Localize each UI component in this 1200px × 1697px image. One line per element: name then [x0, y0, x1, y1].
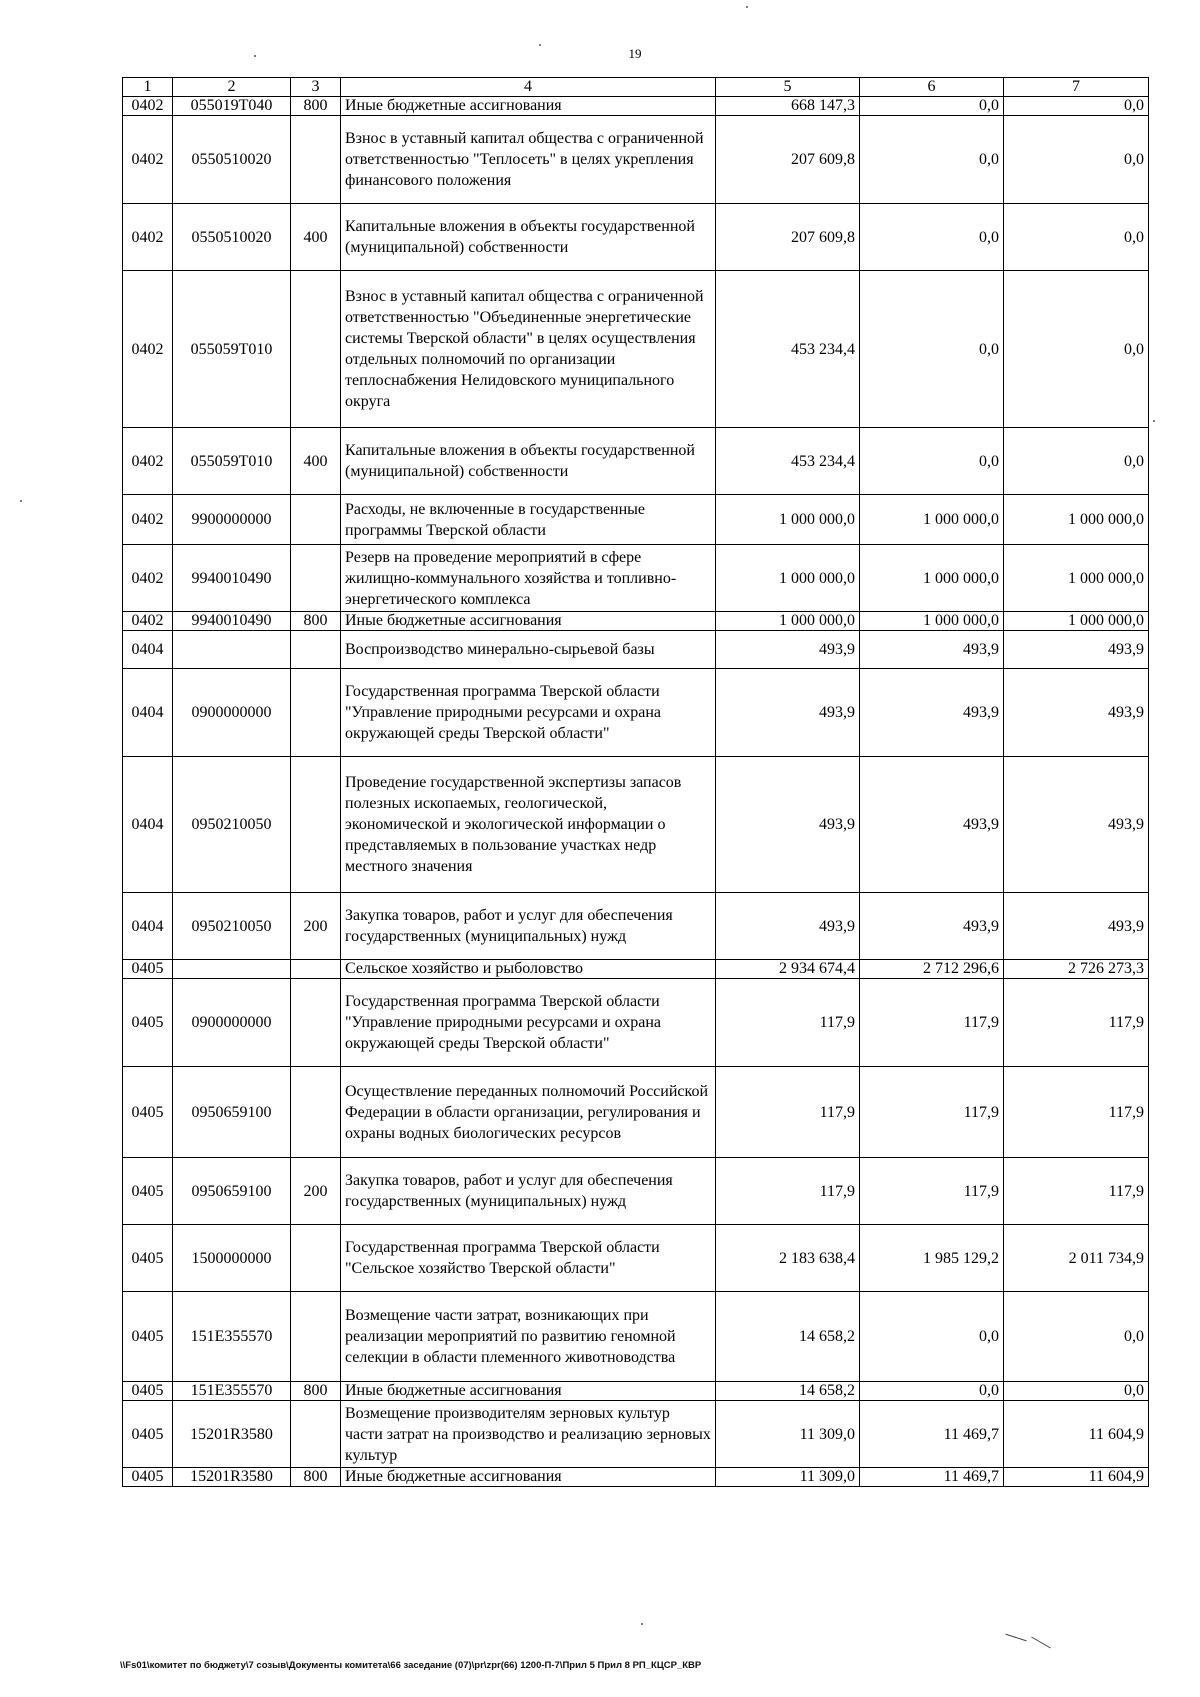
section-code-cell: 0404: [123, 757, 173, 893]
item-name-cell: Резерв на проведение мероприятий в сфере жилищно-коммунального хозяйства и топливно-энергетического комплекса: [341, 545, 716, 612]
amount-col6-cell: 0,0: [860, 1382, 1004, 1401]
target-article-cell: 0550510020: [173, 116, 291, 204]
amount-col6-cell: 0,0: [860, 428, 1004, 495]
column-header: 4: [341, 78, 716, 97]
scan-speck: [20, 500, 22, 502]
item-name-cell: Иные бюджетные ассигнования: [341, 1382, 716, 1401]
scan-speck: [254, 55, 256, 57]
amount-col7-cell: 0,0: [1004, 1382, 1149, 1401]
expense-type-cell: [291, 979, 341, 1067]
target-article-cell: 055059T010: [173, 271, 291, 428]
amount-col5-cell: 493,9: [716, 669, 860, 757]
target-article-cell: 15201R3580: [173, 1401, 291, 1468]
section-code-cell: 0402: [123, 428, 173, 495]
column-header: 5: [716, 78, 860, 97]
item-name-cell: Сельское хозяйство и рыболовство: [341, 960, 716, 979]
section-code-cell: 0405: [123, 1225, 173, 1292]
item-name-cell: Возмещение производителям зерновых культур части затрат на производство и реализацию зерновых культур: [341, 1401, 716, 1468]
item-name-cell: Иные бюджетные ассигнования: [341, 612, 716, 631]
target-article-cell: [173, 631, 291, 669]
amount-col6-cell: 0,0: [860, 116, 1004, 204]
amount-col6-cell: 493,9: [860, 893, 1004, 960]
item-name-cell: Закупка товаров, работ и услуг для обеспечения государственных (муниципальных) нужд: [341, 893, 716, 960]
scan-speck: [1153, 420, 1155, 422]
section-code-cell: 0404: [123, 893, 173, 960]
expense-type-cell: 800: [291, 1468, 341, 1487]
table-row: [123, 271, 1149, 428]
item-name-cell: Возмещение части затрат, возникающих при реализации мероприятий по развитию геномной селекции в области племенного животноводства: [341, 1292, 716, 1382]
table-row: [123, 1067, 1149, 1158]
section-code-cell: 0405: [123, 1401, 173, 1468]
amount-col6-cell: 0,0: [860, 271, 1004, 428]
target-article-cell: 151E355570: [173, 1382, 291, 1401]
table-row: [123, 97, 1149, 116]
amount-col5-cell: 14 658,2: [716, 1382, 860, 1401]
amount-col7-cell: 493,9: [1004, 893, 1149, 960]
table-body: [123, 97, 1149, 1487]
amount-col5-cell: 11 309,0: [716, 1468, 860, 1487]
amount-col5-cell: 453 234,4: [716, 428, 860, 495]
expense-type-cell: [291, 757, 341, 893]
amount-col5-cell: 2 934 674,4: [716, 960, 860, 979]
target-article-cell: 0950210050: [173, 893, 291, 960]
expense-type-cell: 800: [291, 612, 341, 631]
expense-type-cell: 800: [291, 1382, 341, 1401]
section-code-cell: 0402: [123, 97, 173, 116]
amount-col7-cell: 493,9: [1004, 669, 1149, 757]
section-code-cell: 0402: [123, 271, 173, 428]
target-article-cell: 0950210050: [173, 757, 291, 893]
table-row: [123, 204, 1149, 271]
expense-type-cell: [291, 1292, 341, 1382]
item-name-cell: Иные бюджетные ассигнования: [341, 97, 716, 116]
item-name-cell: Иные бюджетные ассигнования: [341, 1468, 716, 1487]
section-code-cell: 0405: [123, 979, 173, 1067]
expense-type-cell: [291, 545, 341, 612]
table-row: [123, 116, 1149, 204]
amount-col5-cell: 1 000 000,0: [716, 495, 860, 545]
item-name-cell: Взнос в уставный капитал общества с ограниченной ответственностью "Теплосеть" в целях укрепления финансового положения: [341, 116, 716, 204]
amount-col6-cell: 2 712 296,6: [860, 960, 1004, 979]
amount-col6-cell: 0,0: [860, 1292, 1004, 1382]
expense-type-cell: [291, 1401, 341, 1468]
expense-type-cell: [291, 1067, 341, 1158]
item-name-cell: Государственная программа Тверской области "Управление природными ресурсами и охрана окружающей среды Тверской области": [341, 669, 716, 757]
amount-col5-cell: 207 609,8: [716, 204, 860, 271]
table-row: [123, 757, 1149, 893]
target-article-cell: 9940010490: [173, 612, 291, 631]
scan-speck: [746, 6, 748, 8]
column-header: 2: [173, 78, 291, 97]
amount-col5-cell: 14 658,2: [716, 1292, 860, 1382]
amount-col5-cell: 117,9: [716, 1067, 860, 1158]
target-article-cell: 9940010490: [173, 545, 291, 612]
expense-type-cell: [291, 960, 341, 979]
table-row: [123, 631, 1149, 669]
expense-type-cell: [291, 271, 341, 428]
expense-type-cell: 200: [291, 1158, 341, 1225]
amount-col7-cell: 0,0: [1004, 97, 1149, 116]
amount-col7-cell: 493,9: [1004, 631, 1149, 669]
amount-col5-cell: 1 000 000,0: [716, 545, 860, 612]
section-code-cell: 0404: [123, 669, 173, 757]
item-name-cell: Взнос в уставный капитал общества с ограниченной ответственностью "Объединенные энергетические системы Тверской области" в целях осуществления отдельных полномочий по организации теплоснабжения Нелидовского муниципального округа: [341, 271, 716, 428]
amount-col5-cell: 493,9: [716, 631, 860, 669]
section-code-cell: 0402: [123, 204, 173, 271]
amount-col7-cell: 493,9: [1004, 757, 1149, 893]
item-name-cell: Проведение государственной экспертизы запасов полезных ископаемых, геологической, экономической и экологической информации о представляемых в пользование участках недр местного значения: [341, 757, 716, 893]
target-article-cell: 0550510020: [173, 204, 291, 271]
target-article-cell: 1500000000: [173, 1225, 291, 1292]
amount-col6-cell: 1 000 000,0: [860, 612, 1004, 631]
section-code-cell: 0404: [123, 631, 173, 669]
item-name-cell: Воспроизводство минерально-сырьевой базы: [341, 631, 716, 669]
amount-col7-cell: 0,0: [1004, 428, 1149, 495]
table-row: [123, 960, 1149, 979]
table-row: [123, 545, 1149, 612]
item-name-cell: Капитальные вложения в объекты государственной (муниципальной) собственности: [341, 428, 716, 495]
table-row: [123, 1468, 1149, 1487]
table-row: [123, 979, 1149, 1067]
amount-col5-cell: 207 609,8: [716, 116, 860, 204]
target-article-cell: 0900000000: [173, 669, 291, 757]
amount-col6-cell: 0,0: [860, 97, 1004, 116]
amount-col6-cell: 117,9: [860, 1067, 1004, 1158]
target-article-cell: 0900000000: [173, 979, 291, 1067]
amount-col7-cell: 0,0: [1004, 204, 1149, 271]
target-article-cell: 055059T010: [173, 428, 291, 495]
item-name-cell: Капитальные вложения в объекты государственной (муниципальной) собственности: [341, 204, 716, 271]
amount-col6-cell: 1 000 000,0: [860, 545, 1004, 612]
amount-col6-cell: 493,9: [860, 669, 1004, 757]
amount-col5-cell: 11 309,0: [716, 1401, 860, 1468]
section-code-cell: 0402: [123, 545, 173, 612]
amount-col5-cell: 117,9: [716, 979, 860, 1067]
table-row: [123, 669, 1149, 757]
expense-type-cell: [291, 495, 341, 545]
section-code-cell: 0402: [123, 612, 173, 631]
amount-col7-cell: 11 604,9: [1004, 1468, 1149, 1487]
amount-col5-cell: 668 147,3: [716, 97, 860, 116]
target-article-cell: 0950659100: [173, 1158, 291, 1225]
amount-col6-cell: 1 985 129,2: [860, 1225, 1004, 1292]
table-row: [123, 893, 1149, 960]
column-header: 7: [1004, 78, 1149, 97]
item-name-cell: Государственная программа Тверской области "Управление природными ресурсами и охрана окружающей среды Тверской области": [341, 979, 716, 1067]
table-row: [123, 428, 1149, 495]
scan-mark: [1005, 1634, 1026, 1642]
amount-col6-cell: 493,9: [860, 631, 1004, 669]
target-article-cell: 9900000000: [173, 495, 291, 545]
section-code-cell: 0405: [123, 1292, 173, 1382]
expense-type-cell: 400: [291, 428, 341, 495]
table-row: [123, 1225, 1149, 1292]
column-header: 6: [860, 78, 1004, 97]
column-header: 1: [123, 78, 173, 97]
expense-type-cell: [291, 1225, 341, 1292]
amount-col6-cell: 117,9: [860, 1158, 1004, 1225]
table-row: [123, 1401, 1149, 1468]
item-name-cell: Расходы, не включенные в государственные программы Тверской области: [341, 495, 716, 545]
amount-col7-cell: 1 000 000,0: [1004, 612, 1149, 631]
amount-col5-cell: 493,9: [716, 757, 860, 893]
amount-col7-cell: 117,9: [1004, 1067, 1149, 1158]
expense-type-cell: 800: [291, 97, 341, 116]
table-row: [123, 1292, 1149, 1382]
amount-col6-cell: 117,9: [860, 979, 1004, 1067]
amount-col6-cell: 11 469,7: [860, 1468, 1004, 1487]
column-header: 3: [291, 78, 341, 97]
footer-file-path: \\Fs01\комитет по бюджету\7 созыв\Документы комитета\66 заседание (07)\pr\zpr(66) 1200-П-7\Прил 5 Прил 8 РП_КЦСР_КВР: [120, 1660, 702, 1671]
expense-type-cell: [291, 669, 341, 757]
amount-col7-cell: 2 011 734,9: [1004, 1225, 1149, 1292]
amount-col5-cell: 1 000 000,0: [716, 612, 860, 631]
amount-col7-cell: 117,9: [1004, 979, 1149, 1067]
target-article-cell: 0950659100: [173, 1067, 291, 1158]
amount-col5-cell: 453 234,4: [716, 271, 860, 428]
section-code-cell: 0405: [123, 960, 173, 979]
table-row: [123, 1382, 1149, 1401]
column-number-row: [123, 78, 1149, 97]
amount-col7-cell: 0,0: [1004, 1292, 1149, 1382]
amount-col7-cell: 117,9: [1004, 1158, 1149, 1225]
amount-col5-cell: 2 183 638,4: [716, 1225, 860, 1292]
expense-type-cell: [291, 631, 341, 669]
page-number: 19: [628, 46, 642, 61]
target-article-cell: 151E355570: [173, 1292, 291, 1382]
amount-col7-cell: 1 000 000,0: [1004, 545, 1149, 612]
amount-col5-cell: 117,9: [716, 1158, 860, 1225]
item-name-cell: Государственная программа Тверской области "Сельское хозяйство Тверской области": [341, 1225, 716, 1292]
expense-type-cell: [291, 116, 341, 204]
amount-col5-cell: 493,9: [716, 893, 860, 960]
target-article-cell: [173, 960, 291, 979]
section-code-cell: 0405: [123, 1158, 173, 1225]
scan-speck: [641, 1623, 643, 1625]
section-code-cell: 0402: [123, 116, 173, 204]
item-name-cell: Закупка товаров, работ и услуг для обеспечения государственных (муниципальных) нужд: [341, 1158, 716, 1225]
section-code-cell: 0405: [123, 1382, 173, 1401]
table-row: [123, 495, 1149, 545]
item-name-cell: Осуществление переданных полномочий Российской Федерации в области организации, регулирования и охраны водных биологических ресурсов: [341, 1067, 716, 1158]
target-article-cell: 15201R3580: [173, 1468, 291, 1487]
amount-col7-cell: 0,0: [1004, 271, 1149, 428]
section-code-cell: 0402: [123, 495, 173, 545]
expense-type-cell: 400: [291, 204, 341, 271]
table-row: [123, 1158, 1149, 1225]
amount-col7-cell: 2 726 273,3: [1004, 960, 1149, 979]
budget-table: [122, 77, 1149, 1487]
amount-col6-cell: 1 000 000,0: [860, 495, 1004, 545]
amount-col6-cell: 493,9: [860, 757, 1004, 893]
scan-mark: [1031, 1637, 1051, 1649]
amount-col7-cell: 0,0: [1004, 116, 1149, 204]
section-code-cell: 0405: [123, 1067, 173, 1158]
table-row: [123, 612, 1149, 631]
amount-col7-cell: 11 604,9: [1004, 1401, 1149, 1468]
expense-type-cell: 200: [291, 893, 341, 960]
amount-col7-cell: 1 000 000,0: [1004, 495, 1149, 545]
amount-col6-cell: 11 469,7: [860, 1401, 1004, 1468]
scan-speck: [539, 44, 541, 46]
section-code-cell: 0405: [123, 1468, 173, 1487]
amount-col6-cell: 0,0: [860, 204, 1004, 271]
target-article-cell: 055019T040: [173, 97, 291, 116]
